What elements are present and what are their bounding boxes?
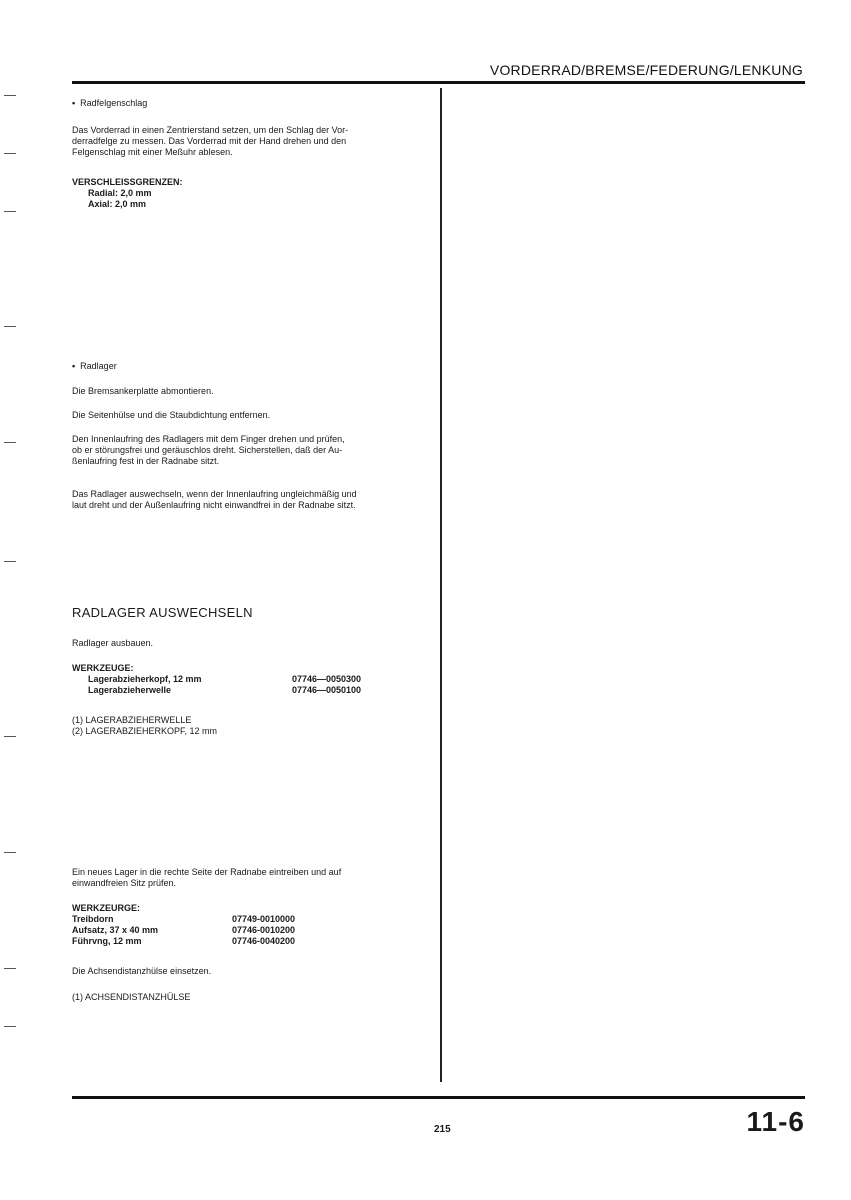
rim-runout-title: Radfelgenschlag: [80, 98, 148, 108]
text-line: laut dreht und der Außenlaufring nicht einwandfrei in der Radnabe sitzt.: [72, 500, 356, 510]
tool-number: 07746—0050300: [292, 674, 362, 684]
tool-row: [72, 925, 422, 936]
wheel-bearing-title: Radlager: [80, 361, 117, 371]
text-line: Radlager ausbauen.: [72, 638, 154, 648]
callouts: [72, 715, 422, 737]
tool-number: 07746-0040200: [232, 936, 296, 946]
bullet: •: [72, 361, 76, 371]
text-line: einwandfreien Sitz prüfen.: [72, 878, 177, 888]
tool-name: Führvng, 12 mm: [72, 936, 142, 946]
wear-limits-label: VERSCHLEISSGRENZEN:: [72, 177, 183, 187]
bullet: •: [72, 98, 76, 108]
bearing-step-2: [72, 410, 422, 421]
tool-number: 07746—0050100: [292, 685, 362, 695]
tools-list-2: [72, 903, 422, 947]
text-line: Ein neues Lager in die rechte Seite der Radnabe eintreiben und auf: [72, 867, 342, 877]
replace-section-heading: [72, 607, 422, 618]
margin-mark: [4, 736, 16, 737]
section-number: 11-6: [746, 1106, 805, 1137]
text-line: Die Bremsankerplatte abmontieren.: [72, 386, 214, 396]
text-line: ob er störungsfrei und geräuschlos dreht. Sicherstellen, daß der Au-: [72, 445, 343, 455]
margin-mark: [4, 561, 16, 562]
callout-3: [72, 992, 422, 1003]
tools-list: [72, 663, 422, 696]
margin-mark: [4, 211, 16, 212]
tool-row: [72, 914, 422, 925]
tool-name: Aufsatz, 37 x 40 mm: [72, 925, 159, 935]
text-line: derradfelge zu messen. Das Vorderrad mit der Hand drehen und den: [72, 136, 347, 146]
margin-mark: [4, 95, 16, 96]
callout: (2) LAGERABZIEHERKOPF, 12 mm: [72, 726, 218, 736]
tool-name: Lagerabzieherwelle: [88, 685, 172, 695]
tool-number: 07746-0010200: [232, 925, 296, 935]
text-line: Die Seitenhülse und die Staubdichtung entfernen.: [72, 410, 271, 420]
limit-axial: Axial: 2,0 mm: [88, 199, 147, 209]
wear-limits: [72, 177, 422, 210]
page-header-title: VORDERRAD/BREMSE/FEDERUNG/LENKUNG: [489, 62, 803, 78]
install-text: [72, 867, 422, 889]
column-divider: [440, 88, 442, 1082]
tool-name: Treibdorn: [72, 914, 114, 924]
spacer-text: [72, 966, 422, 977]
text-line: Das Vorderrad in einen Zentrierstand setzen, um den Schlag der Vor-: [72, 125, 349, 135]
rim-runout-heading: [72, 98, 422, 109]
rim-runout-text: [72, 125, 422, 158]
text-line: Den Innenlaufring des Radlagers mit dem Finger drehen und prüfen,: [72, 434, 345, 444]
tool-row: [72, 685, 422, 696]
text-line: Das Radlager auswechseln, wenn der Innenlaufring ungleichmäßig und: [72, 489, 357, 499]
limit-radial: Radial: 2,0 mm: [88, 188, 152, 198]
section-title: RADLAGER AUSWECHSELN: [72, 605, 253, 620]
margin-mark: [4, 968, 16, 969]
tool-number: 07749-0010000: [232, 914, 296, 924]
margin-mark: [4, 442, 16, 443]
tool-name: Lagerabzieherkopf, 12 mm: [88, 674, 202, 684]
margin-mark: [4, 1026, 16, 1027]
text-line: ßenlaufring fest in der Radnabe sitzt.: [72, 456, 220, 466]
page-number: 215: [434, 1124, 451, 1135]
tool-row: [72, 674, 422, 685]
tools-label: WERKZEUGE:: [72, 663, 134, 673]
text-line: Felgenschlag mit einer Meßuhr ablesen.: [72, 147, 233, 157]
bearing-check-text: [72, 434, 422, 467]
bearing-step-1: [72, 386, 422, 397]
text-line: Die Achsendistanzhülse einsetzen.: [72, 966, 212, 976]
replace-intro: [72, 638, 422, 649]
margin-mark: [4, 326, 16, 327]
margin-mark: [4, 153, 16, 154]
footer-rule: [72, 1096, 805, 1099]
callout: (1) LAGERABZIEHERWELLE: [72, 715, 192, 725]
margin-mark: [4, 852, 16, 853]
tool-row: [72, 936, 422, 947]
tools-label: WERKZEURGE:: [72, 903, 140, 913]
callout: (1) ACHSENDISTANZHÜLSE: [72, 992, 191, 1002]
bearing-replace-text: [72, 489, 422, 511]
wheel-bearing-heading: [72, 361, 422, 372]
header-rule: [72, 81, 805, 84]
